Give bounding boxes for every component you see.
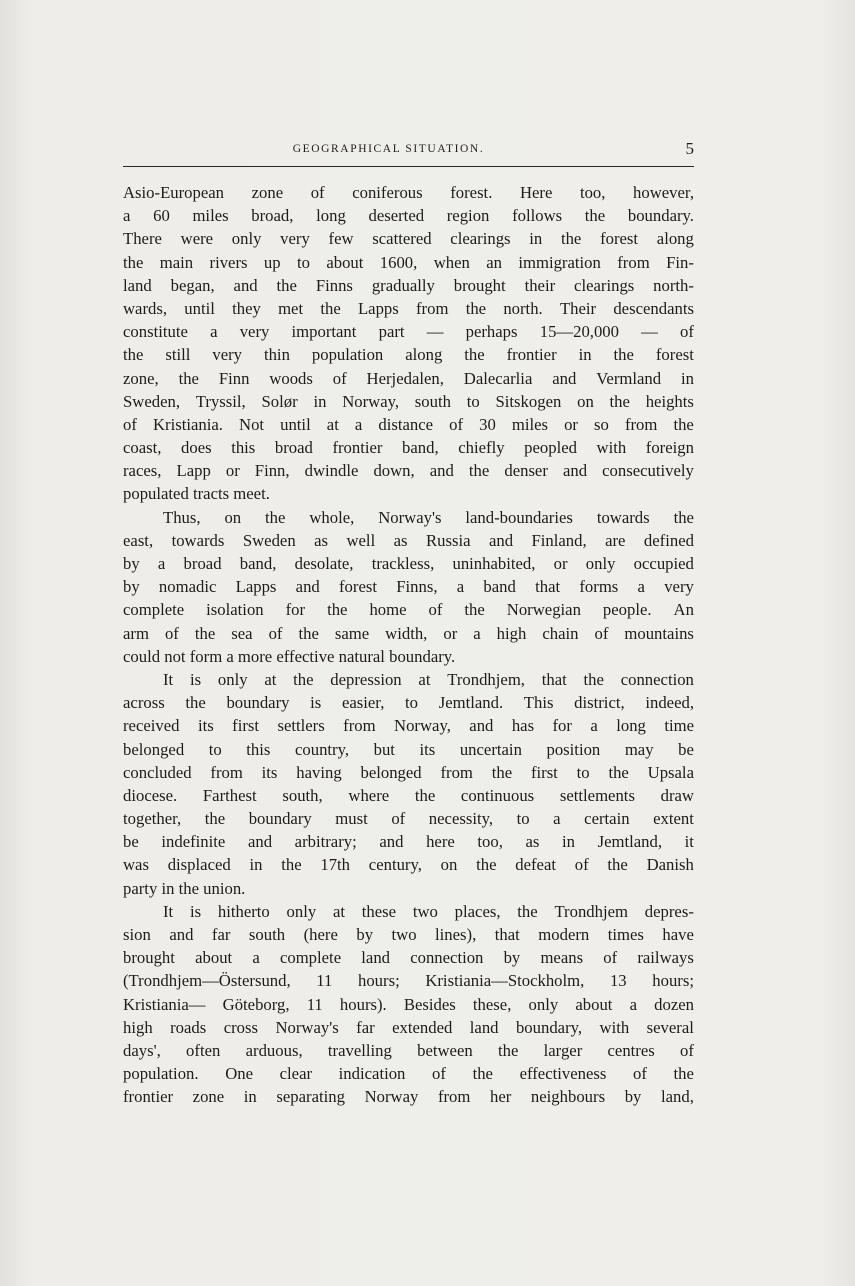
text-line: brought about a complete land connection by means of railways xyxy=(123,948,694,968)
text-line: be indefinite and arbitrary; and here too, as in Jemtland, it xyxy=(123,832,694,852)
text-line: zone, the Finn woods of Herjedalen, Dalecarlia and Vermland in xyxy=(123,368,694,388)
text-line: arm of the sea of the same width, or a high chain of mountains xyxy=(123,623,694,643)
page-number: 5 xyxy=(685,139,694,158)
text-line: land began, and the Finns gradually brought their clearings north- xyxy=(123,275,694,295)
text-line: of Kristiania. Not until at a distance of 30 miles or so from the xyxy=(123,414,694,434)
text-line: the main rivers up to about 1600, when an immigration from Fin- xyxy=(123,252,694,272)
text-line: populated tracts meet. xyxy=(123,484,270,504)
text-line: complete isolation for the home of the Norwegian people. An xyxy=(123,600,694,620)
text-line: received its first settlers from Norway, and has for a long time xyxy=(123,716,694,736)
text-line: races, Lapp or Finn, dwindle down, and the denser and consecutively xyxy=(123,461,694,481)
text-line: wards, until they met the Lapps from the north. Their descendants xyxy=(123,298,694,318)
text-line: diocese. Farthest south, where the continuous settlements draw xyxy=(123,785,694,805)
text-line: Kristiania— Göteborg, 11 hours). Besides these, only about a dozen xyxy=(123,994,694,1014)
running-head: GEOGRAPHICAL SITUATION. xyxy=(292,143,485,155)
text-line: Thus, on the whole, Norway's land-boundaries towards the xyxy=(163,507,694,527)
text-line: Sweden, Tryssil, Solør in Norway, south to Sitskogen on the heights xyxy=(123,391,694,411)
text-line: together, the boundary must of necessity, to a certain extent xyxy=(123,809,694,829)
text-line: east, towards Sweden as well as Russia and Finland, are defined xyxy=(123,530,694,550)
text-line: party in the union. xyxy=(123,878,246,898)
text-line: concluded from its having belonged from the first to the Upsala xyxy=(123,762,694,782)
text-line: population. One clear indication of the effectiveness of the xyxy=(123,1064,694,1084)
text-line: a 60 miles broad, long deserted region follows the boundary. xyxy=(123,206,694,226)
text-line: frontier zone in separating Norway from her neighbours by land, xyxy=(123,1087,694,1107)
text-line: belonged to this country, but its uncertain position may be xyxy=(123,739,694,759)
text-line: It is only at the depression at Trondhjem, that the connection xyxy=(163,669,694,689)
page-header xyxy=(123,138,694,167)
text-line: It is hitherto only at these two places, the Trondhjem depres- xyxy=(163,901,694,921)
text-line: was displaced in the 17th century, on the defeat of the Danish xyxy=(123,855,694,875)
text-line: by a broad band, desolate, trackless, uninhabited, or only occupied xyxy=(123,554,694,573)
text-line: days', often arduous, travelling between the larger centres of xyxy=(123,1040,694,1060)
text-line: high roads cross Norway's far extended land boundary, with several xyxy=(123,1017,694,1037)
text-line: across the boundary is easier, to Jemtland. This district, indeed, xyxy=(123,693,694,713)
text-line: sion and far south (here by two lines), that modern times have xyxy=(123,925,694,944)
body-text xyxy=(123,181,694,1109)
text-line: coast, does this broad frontier band, chiefly peopled with foreign xyxy=(123,438,694,458)
text-line: could not form a more effective natural boundary. xyxy=(123,646,456,666)
text-line: constitute a very important part — perhaps 15—20,000 — of xyxy=(123,322,694,342)
text-line: the still very thin population along the frontier in the forest xyxy=(123,345,694,365)
text-line: (Trondhjem—Östersund, 11 hours; Kristiania—Stockholm, 13 hours; xyxy=(123,971,694,991)
text-line: There were only very few scattered clearings in the forest along xyxy=(123,229,694,249)
text-line: Asio-European zone of coniferous forest. Here too, however, xyxy=(123,183,694,202)
text-line: by nomadic Lapps and forest Finns, a band that forms a very xyxy=(123,577,694,597)
